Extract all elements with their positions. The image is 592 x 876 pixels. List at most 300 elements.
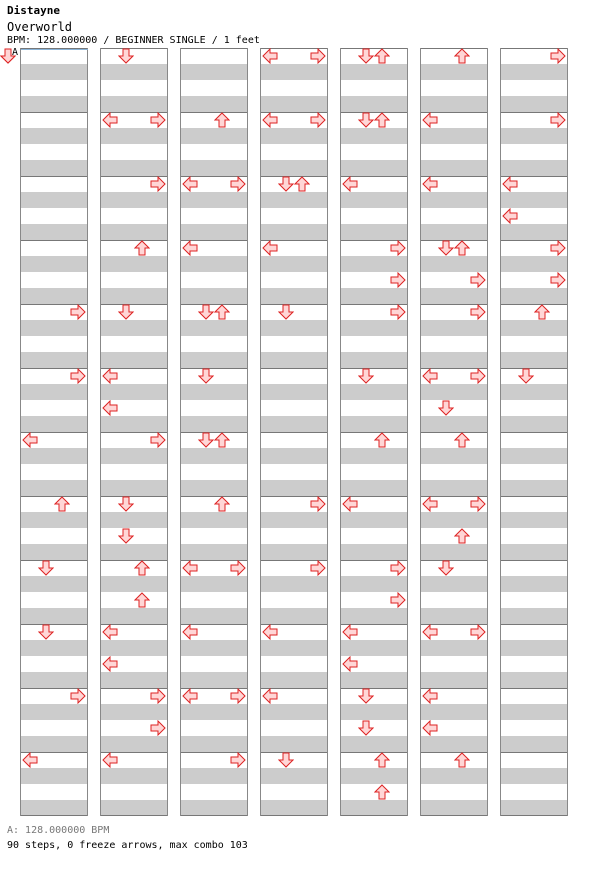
beat-band — [421, 704, 487, 720]
left-arrow-icon — [262, 688, 278, 704]
beat-band — [181, 256, 247, 272]
left-arrow-icon — [342, 496, 358, 512]
step-arrow-right — [550, 112, 566, 128]
measure-line — [501, 624, 567, 625]
step-arrow-right — [230, 176, 246, 192]
step-arrow-left — [262, 240, 278, 256]
beat-band — [501, 768, 567, 784]
beat-band — [421, 96, 487, 112]
step-arrow-down — [358, 112, 374, 128]
beat-band — [261, 800, 327, 816]
beat-band — [261, 320, 327, 336]
step-arrow-left — [22, 752, 38, 768]
beat-band — [261, 448, 327, 464]
step-arrow-left — [182, 624, 198, 640]
beat-band — [181, 544, 247, 560]
beat-band — [21, 192, 87, 208]
measure-line — [501, 752, 567, 753]
beat-band — [181, 448, 247, 464]
left-arrow-icon — [102, 112, 118, 128]
step-arrow-right — [390, 560, 406, 576]
left-arrow-icon — [422, 688, 438, 704]
step-arrow-right — [470, 304, 486, 320]
beat-band — [101, 736, 167, 752]
beat-band — [501, 256, 567, 272]
beat-band — [181, 576, 247, 592]
step-arrow-down — [278, 304, 294, 320]
left-arrow-icon — [422, 112, 438, 128]
beat-band — [341, 672, 407, 688]
beat-band — [261, 160, 327, 176]
left-arrow-icon — [22, 432, 38, 448]
measure-line — [341, 815, 407, 816]
step-arrow-right — [390, 304, 406, 320]
beat-band — [341, 480, 407, 496]
left-arrow-icon — [422, 496, 438, 512]
beat-band — [181, 640, 247, 656]
beat-band — [341, 640, 407, 656]
beat-band — [101, 800, 167, 816]
right-arrow-icon — [470, 368, 486, 384]
up-arrow-icon — [534, 304, 550, 320]
up-arrow-icon — [214, 432, 230, 448]
beat-band — [341, 288, 407, 304]
beat-band — [341, 736, 407, 752]
beat-band — [261, 192, 327, 208]
beat-band — [101, 704, 167, 720]
beat-band — [501, 480, 567, 496]
beat-band — [181, 800, 247, 816]
right-arrow-icon — [150, 720, 166, 736]
down-arrow-icon — [118, 496, 134, 512]
beat-band — [341, 800, 407, 816]
beat-band — [261, 768, 327, 784]
step-arrow-down — [118, 304, 134, 320]
step-arrow-left — [422, 368, 438, 384]
beat-band — [421, 256, 487, 272]
step-arrow-left — [182, 240, 198, 256]
step-arrow-down — [198, 432, 214, 448]
measure-line — [101, 304, 167, 305]
down-arrow-icon — [198, 432, 214, 448]
step-arrow-up — [214, 112, 230, 128]
right-arrow-icon — [470, 304, 486, 320]
left-arrow-icon — [262, 48, 278, 64]
step-arrow-down — [278, 752, 294, 768]
beat-band — [21, 416, 87, 432]
down-arrow-icon — [358, 368, 374, 384]
beat-band — [341, 256, 407, 272]
beat-band — [421, 576, 487, 592]
beat-band — [21, 768, 87, 784]
beat-band — [501, 64, 567, 80]
beat-band — [501, 704, 567, 720]
beat-band — [421, 352, 487, 368]
step-arrow-left — [342, 656, 358, 672]
step-arrow-right — [550, 272, 566, 288]
beat-band — [21, 704, 87, 720]
up-arrow-icon — [214, 496, 230, 512]
beat-band — [501, 448, 567, 464]
step-arrow-down — [358, 48, 374, 64]
step-arrow-left — [422, 720, 438, 736]
right-arrow-icon — [150, 176, 166, 192]
measure-line — [21, 112, 87, 113]
measure-line — [261, 368, 327, 369]
step-arrow-right — [70, 368, 86, 384]
beat-band — [101, 192, 167, 208]
step-arrow-left — [102, 368, 118, 384]
beat-band — [421, 736, 487, 752]
measure-line — [21, 560, 87, 561]
beat-band — [181, 96, 247, 112]
beat-band — [181, 320, 247, 336]
beat-band — [181, 736, 247, 752]
step-arrow-left — [502, 176, 518, 192]
step-arrow-up — [454, 432, 470, 448]
step-arrow-left — [342, 624, 358, 640]
right-arrow-icon — [70, 368, 86, 384]
beat-band — [261, 224, 327, 240]
down-arrow-icon — [118, 528, 134, 544]
beat-band — [101, 640, 167, 656]
step-arrow-right — [310, 112, 326, 128]
right-arrow-icon — [310, 560, 326, 576]
beat-band — [421, 160, 487, 176]
step-arrow-down — [518, 368, 534, 384]
right-arrow-icon — [230, 560, 246, 576]
down-arrow-icon — [438, 240, 454, 256]
measure-line — [181, 815, 247, 816]
step-arrow-up — [294, 176, 310, 192]
step-arrow-left — [102, 656, 118, 672]
beat-band — [21, 480, 87, 496]
left-arrow-icon — [102, 624, 118, 640]
step-arrow-right — [470, 272, 486, 288]
up-arrow-icon — [54, 496, 70, 512]
step-arrow-down — [278, 176, 294, 192]
step-arrow-up — [374, 784, 390, 800]
right-arrow-icon — [550, 48, 566, 64]
beat-band — [21, 384, 87, 400]
step-arrow-left — [262, 112, 278, 128]
measure-line — [421, 815, 487, 816]
beat-band — [261, 384, 327, 400]
left-arrow-icon — [182, 688, 198, 704]
beat-band — [21, 288, 87, 304]
down-arrow-icon — [118, 304, 134, 320]
beat-band — [21, 448, 87, 464]
beat-band — [101, 384, 167, 400]
right-arrow-icon — [150, 112, 166, 128]
down-arrow-icon — [438, 400, 454, 416]
beat-band — [261, 576, 327, 592]
beat-band — [101, 608, 167, 624]
beat-band — [181, 480, 247, 496]
beat-band — [341, 576, 407, 592]
step-arrow-left — [422, 624, 438, 640]
step-arrow-up — [454, 752, 470, 768]
right-arrow-icon — [150, 432, 166, 448]
step-arrow-up — [134, 592, 150, 608]
beat-band — [421, 672, 487, 688]
step-arrow-down — [358, 688, 374, 704]
artist-name: Distayne — [7, 4, 60, 17]
left-arrow-icon — [102, 400, 118, 416]
step-arrow-up — [454, 48, 470, 64]
song-title: Overworld — [7, 20, 73, 34]
step-arrow-right — [470, 368, 486, 384]
beat-band — [261, 704, 327, 720]
down-arrow-icon — [38, 560, 54, 576]
beat-band — [501, 512, 567, 528]
beat-band — [501, 352, 567, 368]
right-arrow-icon — [390, 272, 406, 288]
down-arrow-icon — [358, 48, 374, 64]
step-arrow-right — [310, 48, 326, 64]
down-arrow-icon — [358, 720, 374, 736]
beat-band — [101, 224, 167, 240]
beat-band — [181, 672, 247, 688]
up-arrow-icon — [134, 560, 150, 576]
beat-band — [341, 128, 407, 144]
beat-band — [421, 640, 487, 656]
up-arrow-icon — [374, 48, 390, 64]
right-arrow-icon — [230, 688, 246, 704]
left-arrow-icon — [182, 560, 198, 576]
up-arrow-icon — [214, 112, 230, 128]
step-arrow-left — [262, 48, 278, 64]
step-arrow-down — [198, 304, 214, 320]
beat-band — [261, 288, 327, 304]
measure-line — [261, 432, 327, 433]
step-arrow-right — [470, 496, 486, 512]
step-arrow-up — [374, 48, 390, 64]
beat-band — [181, 224, 247, 240]
left-arrow-icon — [182, 176, 198, 192]
up-arrow-icon — [454, 48, 470, 64]
right-arrow-icon — [390, 240, 406, 256]
left-arrow-icon — [22, 752, 38, 768]
step-arrow-up — [214, 304, 230, 320]
down-arrow-icon — [278, 176, 294, 192]
beat-band — [181, 64, 247, 80]
beat-band — [501, 544, 567, 560]
measure-line — [181, 48, 247, 49]
up-arrow-icon — [214, 304, 230, 320]
left-arrow-icon — [342, 656, 358, 672]
beat-band — [101, 576, 167, 592]
beat-band — [421, 288, 487, 304]
beat-band — [21, 544, 87, 560]
step-arrow-left — [22, 432, 38, 448]
left-arrow-icon — [502, 176, 518, 192]
down-arrow-icon — [358, 688, 374, 704]
beat-band — [501, 192, 567, 208]
up-arrow-icon — [374, 784, 390, 800]
up-arrow-icon — [374, 432, 390, 448]
left-arrow-icon — [422, 720, 438, 736]
right-arrow-icon — [390, 592, 406, 608]
beat-band — [341, 704, 407, 720]
beat-band — [21, 512, 87, 528]
beat-band — [261, 672, 327, 688]
beat-band — [261, 480, 327, 496]
right-arrow-icon — [470, 624, 486, 640]
step-arrow-down — [198, 368, 214, 384]
down-arrow-icon — [0, 47, 19, 64]
beat-band — [21, 224, 87, 240]
step-arrow-left — [262, 624, 278, 640]
step-arrow-right — [70, 304, 86, 320]
beat-band — [261, 352, 327, 368]
step-arrow-right — [230, 688, 246, 704]
step-arrow-down — [0, 47, 19, 64]
beat-band — [421, 608, 487, 624]
beat-band — [261, 128, 327, 144]
step-stats: 90 steps, 0 freeze arrows, max combo 103 — [7, 840, 248, 851]
beat-band — [341, 416, 407, 432]
beat-band — [181, 160, 247, 176]
step-arrow-right — [310, 560, 326, 576]
step-arrow-right — [150, 112, 166, 128]
step-arrow-right — [230, 752, 246, 768]
step-arrow-up — [134, 240, 150, 256]
right-arrow-icon — [150, 688, 166, 704]
down-arrow-icon — [118, 48, 134, 64]
step-arrow-left — [102, 112, 118, 128]
step-arrow-down — [38, 560, 54, 576]
left-arrow-icon — [262, 240, 278, 256]
beat-band — [181, 704, 247, 720]
beat-band — [341, 512, 407, 528]
measure-line — [501, 815, 567, 816]
step-arrow-left — [262, 688, 278, 704]
step-arrow-right — [150, 432, 166, 448]
beat-band — [261, 512, 327, 528]
step-arrow-left — [422, 496, 438, 512]
beat-band — [501, 416, 567, 432]
left-arrow-icon — [102, 752, 118, 768]
step-arrow-right — [150, 720, 166, 736]
measure-line — [21, 240, 87, 241]
step-arrow-right — [150, 176, 166, 192]
measure-line — [261, 815, 327, 816]
beat-band — [21, 608, 87, 624]
right-arrow-icon — [550, 272, 566, 288]
beat-band — [21, 800, 87, 816]
down-arrow-icon — [438, 560, 454, 576]
left-arrow-icon — [262, 112, 278, 128]
up-arrow-icon — [454, 528, 470, 544]
beat-band — [341, 224, 407, 240]
beat-band — [21, 64, 87, 80]
chart-info: BPM: 128.000000 / BEGINNER SINGLE / 1 feet — [7, 35, 260, 46]
right-arrow-icon — [550, 240, 566, 256]
step-arrow-right — [390, 272, 406, 288]
beat-band — [501, 96, 567, 112]
beat-band — [341, 352, 407, 368]
beat-band — [421, 64, 487, 80]
chart-column — [500, 48, 568, 816]
beat-band — [421, 480, 487, 496]
beat-band — [421, 800, 487, 816]
right-arrow-icon — [470, 272, 486, 288]
measure-line — [101, 815, 167, 816]
step-arrow-left — [342, 496, 358, 512]
beat-band — [101, 768, 167, 784]
beat-band — [421, 448, 487, 464]
left-arrow-icon — [502, 208, 518, 224]
beat-band — [421, 128, 487, 144]
beat-band — [101, 128, 167, 144]
left-arrow-icon — [102, 368, 118, 384]
beat-band — [21, 640, 87, 656]
beat-band — [181, 288, 247, 304]
beat-band — [501, 384, 567, 400]
beat-band — [101, 160, 167, 176]
step-arrow-up — [374, 432, 390, 448]
up-arrow-icon — [374, 112, 390, 128]
up-arrow-icon — [454, 432, 470, 448]
beat-band — [21, 160, 87, 176]
left-arrow-icon — [182, 624, 198, 640]
beat-band — [341, 544, 407, 560]
left-arrow-icon — [342, 176, 358, 192]
right-arrow-icon — [310, 48, 326, 64]
beat-band — [501, 160, 567, 176]
right-arrow-icon — [70, 688, 86, 704]
measure-line — [21, 624, 87, 625]
beat-band — [421, 384, 487, 400]
beat-band — [341, 608, 407, 624]
up-arrow-icon — [134, 240, 150, 256]
beat-band — [181, 384, 247, 400]
measure-line — [501, 688, 567, 689]
left-arrow-icon — [342, 624, 358, 640]
beat-band — [101, 448, 167, 464]
step-arrow-left — [182, 560, 198, 576]
beat-band — [501, 736, 567, 752]
step-arrow-down — [438, 400, 454, 416]
beat-band — [261, 96, 327, 112]
right-arrow-icon — [230, 176, 246, 192]
step-arrow-left — [422, 112, 438, 128]
left-arrow-icon — [422, 368, 438, 384]
beat-band — [421, 544, 487, 560]
beat-band — [341, 768, 407, 784]
step-arrow-right — [550, 48, 566, 64]
step-arrow-down — [438, 240, 454, 256]
beat-band — [181, 512, 247, 528]
beat-band — [21, 672, 87, 688]
beat-band — [501, 640, 567, 656]
beat-band — [261, 640, 327, 656]
right-arrow-icon — [390, 304, 406, 320]
down-arrow-icon — [38, 624, 54, 640]
beat-band — [21, 320, 87, 336]
beat-band — [341, 448, 407, 464]
beat-band — [421, 192, 487, 208]
step-arrow-right — [310, 496, 326, 512]
measure-line — [21, 815, 87, 816]
beat-band — [501, 320, 567, 336]
step-arrow-right — [230, 560, 246, 576]
measure-line — [501, 496, 567, 497]
beat-band — [341, 192, 407, 208]
beat-band — [501, 128, 567, 144]
step-arrow-right — [550, 240, 566, 256]
